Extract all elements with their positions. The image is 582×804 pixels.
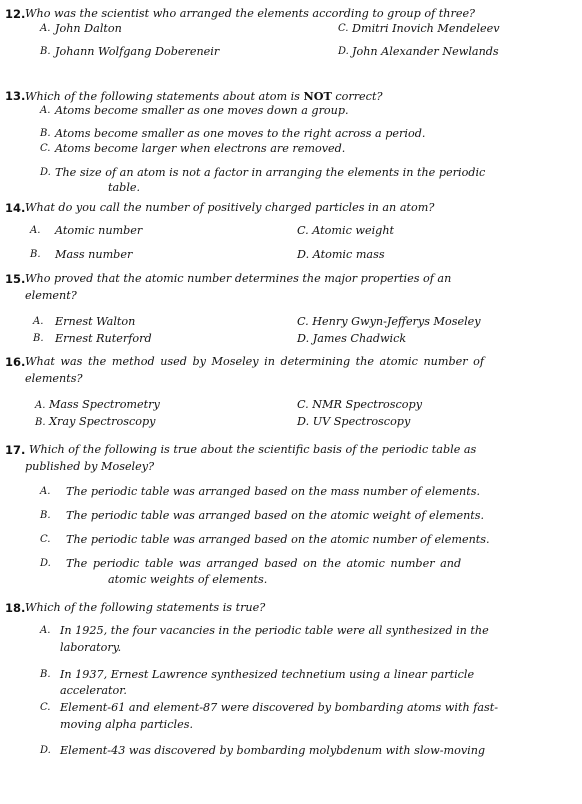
option-letter: A. xyxy=(30,225,41,236)
option-letter: C. xyxy=(40,702,51,713)
question-number: 18. xyxy=(5,601,26,615)
option-letter: C. xyxy=(297,398,309,411)
question-text-continued: published by Moseley? xyxy=(25,460,155,473)
option-text: Atoms become larger when electrons are removed. xyxy=(55,142,346,155)
option-text: Atoms become smaller as one moves down a group. xyxy=(55,104,349,117)
option-letter: B. xyxy=(40,510,51,521)
option-letter: B. xyxy=(33,333,44,344)
option-letter: D. xyxy=(40,745,51,756)
option-text: NMR Spectroscopy xyxy=(312,398,423,411)
question-text: Which of the following is true about the scientific basis of the periodic table as xyxy=(29,443,477,456)
option-text: Mass Spectrometry xyxy=(48,398,160,411)
option-text: Xray Spectroscopy xyxy=(49,415,156,428)
question-number: 12. xyxy=(5,7,26,21)
option-letter: A. xyxy=(33,316,44,327)
option-text: Atomic mass xyxy=(312,248,385,261)
option-letter: C. xyxy=(297,315,309,328)
option-letter: D. xyxy=(40,558,51,569)
option-item xyxy=(297,315,481,329)
option-letter: A. xyxy=(40,625,51,636)
option-text-continued: accelerator. xyxy=(60,684,127,697)
option-text: The periodic table was arranged based on the mass number of elements. xyxy=(66,485,481,498)
option-text: The periodic table was arranged based on the atomic number of elements. xyxy=(66,533,490,546)
option-letter: D. xyxy=(297,248,310,261)
question-number: 17. xyxy=(5,443,26,457)
option-text: Element-43 was discovered by bombarding molybdenum with slow-moving xyxy=(60,744,486,757)
option-text: The periodic table was arranged based on the atomic weight of elements. xyxy=(66,509,485,522)
question-text: What do you call the number of positively charged particles in an atom? xyxy=(25,201,435,214)
option-text: In 1925, the four vacancies in the periodic table were all synthesized in the xyxy=(60,624,489,637)
option-letter: D. xyxy=(40,167,51,178)
option-item xyxy=(35,415,155,430)
option-item xyxy=(297,248,385,262)
option-text: Atoms become smaller as one moves to the right across a period. xyxy=(55,127,426,140)
question-number: 16. xyxy=(5,355,26,369)
option-letter: A. xyxy=(40,105,51,116)
option-text: Ernest Walton xyxy=(55,315,136,328)
question-text: Who proved that the atomic number determines the major properties of an xyxy=(25,272,452,285)
question-number: 14. xyxy=(5,201,26,215)
option-letter: C. xyxy=(297,224,309,237)
option-text-continued: table. xyxy=(108,181,141,194)
option-text: The size of an atom is not a factor in arranging the elements in the periodic xyxy=(55,166,486,179)
option-item xyxy=(297,415,410,429)
option-letter: D. xyxy=(297,332,310,345)
option-text: UV Spectroscopy xyxy=(312,415,411,428)
question-text: Who was the scientist who arranged the elements according to group of three? xyxy=(25,7,476,20)
question-text xyxy=(25,89,382,104)
option-text: James Chadwick xyxy=(312,332,407,345)
option-letter: D. xyxy=(338,46,349,57)
question-text-continued: elements? xyxy=(25,372,83,385)
option-text-continued: laboratory. xyxy=(60,641,122,654)
option-letter: A. xyxy=(35,400,46,411)
option-item xyxy=(35,398,160,413)
option-letter: B. xyxy=(35,417,46,428)
question-number: 15. xyxy=(5,272,26,286)
option-letter: C. xyxy=(40,143,51,154)
question-text: Which of the following statements is true? xyxy=(25,601,266,614)
question-text-part: correct? xyxy=(335,90,383,103)
option-letter: C. xyxy=(40,534,51,545)
option-text: Henry Gwyn-Jefferys Moseley xyxy=(312,315,481,328)
option-letter: B. xyxy=(40,46,51,57)
option-text: Dmitri Inovich Mendeleev xyxy=(352,22,500,35)
option-text: Atomic weight xyxy=(312,224,395,237)
option-text: Element-61 and element-87 were discovered by bombarding atoms with fast- xyxy=(60,701,499,714)
option-letter: B. xyxy=(30,249,41,260)
question-text-continued: element? xyxy=(25,289,77,302)
option-text: John Alexander Newlands xyxy=(352,45,499,58)
option-text-continued: atomic weights of elements. xyxy=(108,573,268,586)
option-text: John Dalton xyxy=(55,22,122,35)
option-letter: A. xyxy=(40,486,51,497)
option-letter: A. xyxy=(40,23,51,34)
option-item xyxy=(297,224,394,238)
option-letter: B. xyxy=(40,669,51,680)
option-text: In 1937, Ernest Lawrence synthesized technetium using a linear particle xyxy=(60,668,475,681)
option-text: Mass number xyxy=(55,248,133,261)
option-text: Ernest Ruterford xyxy=(55,332,152,345)
option-item xyxy=(297,398,422,412)
option-letter: C. xyxy=(338,23,349,34)
question-text-part: Which of the following statements about atom is xyxy=(25,90,300,103)
question-number: 13. xyxy=(5,89,26,103)
option-text-continued: moving alpha particles. xyxy=(60,718,194,731)
option-text: The periodic table was arranged based on the atomic number and xyxy=(66,557,462,570)
option-letter: B. xyxy=(40,128,51,139)
option-text: Johann Wolfgang Dobereneir xyxy=(55,45,220,58)
option-item xyxy=(297,332,406,346)
option-text: Atomic number xyxy=(55,224,143,237)
option-letter: D. xyxy=(297,415,310,428)
emphasis-not: NOT xyxy=(303,89,332,103)
question-text: What was the method used by Moseley in determining the atomic number of xyxy=(25,355,485,368)
